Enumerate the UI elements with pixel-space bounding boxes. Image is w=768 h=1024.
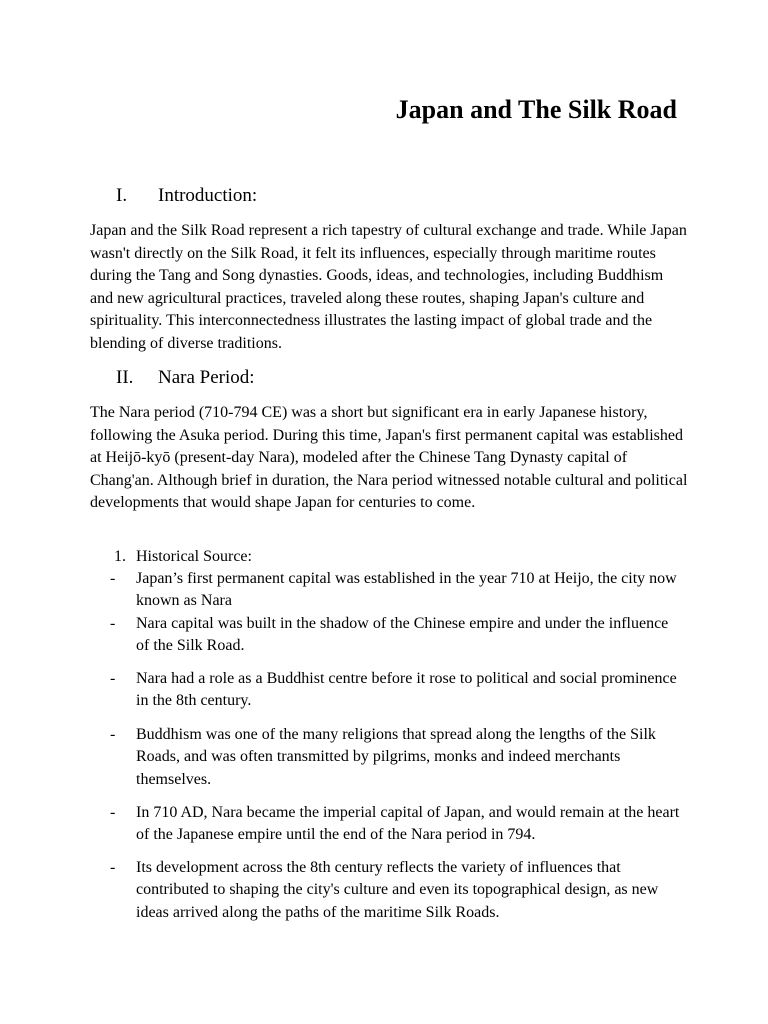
- introduction-paragraph: Japan and the Silk Road represent a rich tapestry of cultural exchange and trade. While Japan wasn't directly on the Silk Road, it felt its influences, especially through maritime routes during the Tang and Song dynasties. Goods, ideas, and technologies, including Buddhism and new agricultural practices, traveled along these routes, shaping Japan's culture and spirituality. This interconnectedness illustrates the lasting impact of global trade and the blending of diverse traditions.: [90, 222, 687, 352]
- list-item: [110, 857, 680, 924]
- bullet-marker: -: [110, 615, 116, 632]
- list-item-text: Nara had a role as a Buddhist centre before it rose to political and social prominence in the 8th century.: [136, 670, 677, 710]
- section-heading-label: Nara Period:: [158, 367, 255, 388]
- list-item: [110, 613, 680, 658]
- list-item: [110, 668, 680, 713]
- document-title: Japan and The Silk Road: [395, 95, 677, 124]
- bullet-marker: -: [110, 570, 116, 587]
- list-item-text: Japan’s first permanent capital was established in the year 710 at Heijo, the city now known as Nara: [136, 570, 677, 610]
- bullet-marker: -: [110, 670, 116, 687]
- section-number: II.: [116, 367, 134, 388]
- list-item-text: In 710 AD, Nara became the imperial capital of Japan, and would remain at the heart of the Japanese empire until the end of the Nara period in 794.: [136, 804, 680, 844]
- section-number: I.: [116, 185, 128, 206]
- list-item-label: Historical Source:: [136, 548, 252, 565]
- bullet-marker: -: [110, 804, 116, 821]
- list-item: [110, 724, 680, 791]
- list-item: [110, 568, 680, 613]
- bullet-marker: -: [110, 726, 116, 743]
- list-number: 1.: [114, 548, 126, 565]
- list-item-text: Nara capital was built in the shadow of the Chinese empire and under the influence of the Silk Road.: [136, 615, 669, 655]
- list-item-text: Buddhism was one of the many religions that spread along the lengths of the Silk Roads, and was often transmitted by pilgrims, monks and indeed merchants themselves.: [136, 726, 656, 788]
- list-item: [110, 802, 680, 847]
- bullet-marker: -: [110, 859, 116, 876]
- nara-period-paragraph: The Nara period (710-794 CE) was a short but significant era in early Japanese history, following the Asuka period. During this time, Japan's first permanent capital was established at Heijō-kyō (present-day Nara), modeled after the Chinese Tang Dynasty capital of Chang'an. Although brief in duration, the Nara period witnessed notable cultural and political developments that would shape Japan for centuries to come.: [90, 404, 688, 511]
- list-item-text: Its development across the 8th century reflects the variety of influences that contributed to shaping the city's culture and even its topographical design, as new ideas arrived along the paths of the maritime Silk Roads.: [136, 859, 659, 921]
- section-heading-label: Introduction:: [158, 185, 258, 206]
